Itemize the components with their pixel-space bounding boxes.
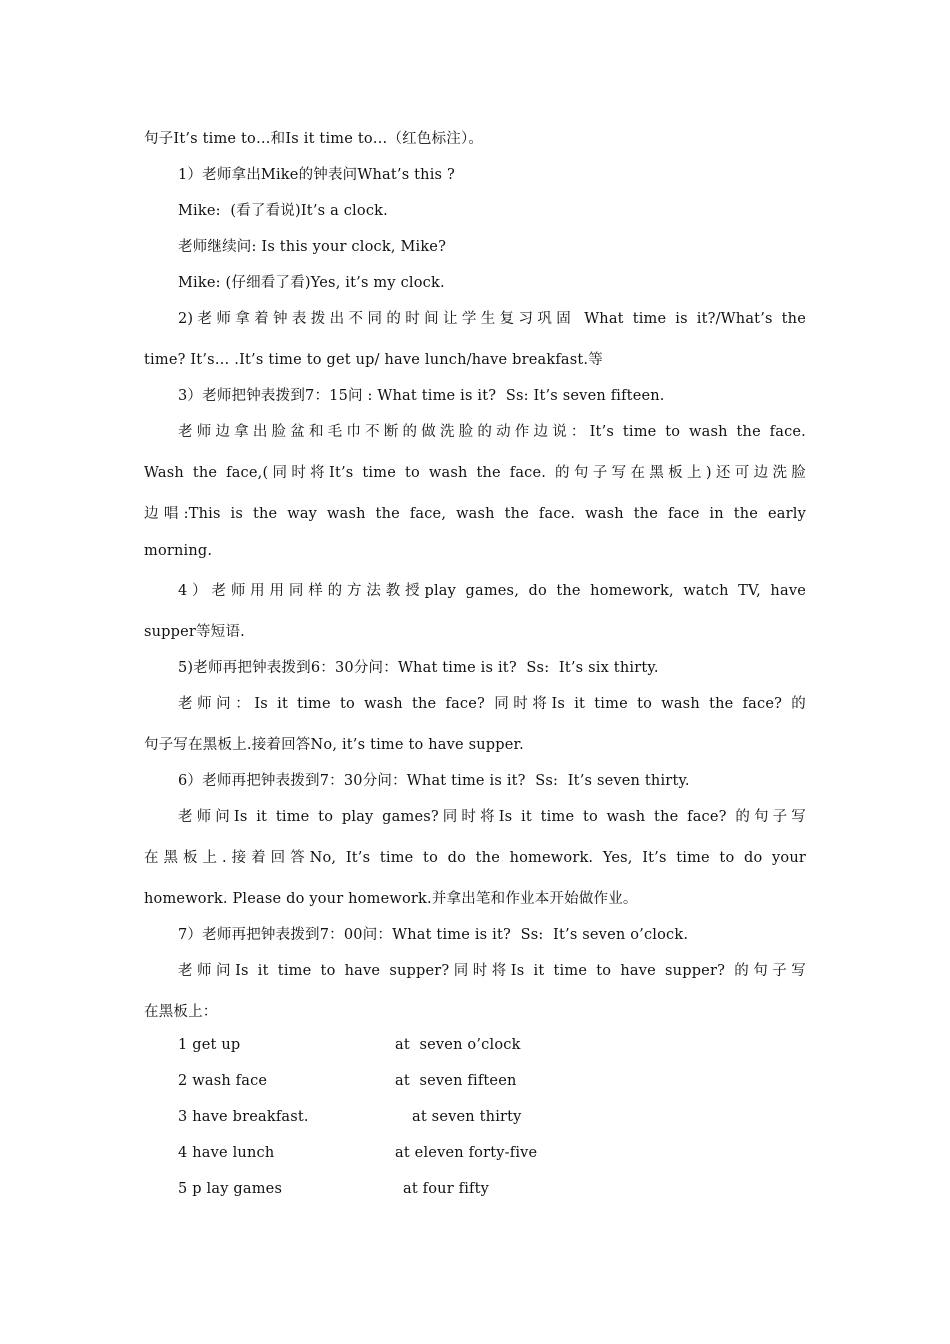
schedule-time: at seven thirty bbox=[412, 1109, 522, 1125]
schedule-activity: 3 have breakfast. bbox=[178, 1109, 309, 1125]
schedule-time: at seven fifteen bbox=[395, 1073, 517, 1089]
text-line: 句子写在黑板上.接着回答No, it’s time to have supper. bbox=[144, 737, 524, 753]
text-line: 老师继续问: Is this your clock, Mike? bbox=[178, 239, 447, 255]
text-line: morning. bbox=[144, 543, 213, 559]
text-line: 5)老师再把钟表拨到6：30分问：What time is it? Ss: It’s six thirty. bbox=[178, 660, 659, 676]
text-line: 老师边拿出脸盆和毛巾不断的做洗脸的动作边说：It’s time to wash the face. bbox=[178, 424, 806, 440]
schedule-activity: 2 wash face bbox=[178, 1073, 268, 1089]
text-line: 在黑板上.接着回答No, It’s time to do the homework. Yes, It’s time to do your bbox=[144, 850, 806, 866]
text-line: supper等短语. bbox=[144, 624, 245, 640]
text-line: 3）老师把钟表拨到7：15问 : What time is it? Ss: It’s seven fifteen. bbox=[178, 388, 665, 404]
text-line: 1）老师拿出Mike的钟表问What’s this ? bbox=[178, 167, 455, 183]
text-line: 老师问Is it time to play games?同时将Is it time to wash the face? 的句子写 bbox=[178, 809, 806, 825]
text-line: 老师问Is it time to have supper?同时将Is it time to have supper? 的句子写 bbox=[178, 963, 806, 979]
text-line: 边唱:This is the way wash the face, wash the face. wash the face in the early bbox=[144, 506, 806, 522]
text-line: 2)老师拿着钟表拨出不同的时间让学生复习巩固 What time is it?/What’s the bbox=[178, 311, 806, 327]
schedule-time: at four fifty bbox=[403, 1181, 490, 1197]
text-line: time? It’s… .It’s time to get up/ have lunch/have breakfast.等 bbox=[144, 352, 603, 368]
text-line: 在黑板上： bbox=[144, 1004, 218, 1020]
text-line: Mike: (看了看说)It’s a clock. bbox=[178, 203, 388, 219]
text-line: homework. Please do your homework.并拿出笔和作业本开始做作业。 bbox=[144, 891, 638, 907]
text-line: 4）老师用用同样的方法教授play games, do the homework, watch TV, have bbox=[178, 583, 806, 599]
text-line: 7）老师再把钟表拨到7：00问：What time is it? Ss: It’s seven o’clock. bbox=[178, 927, 689, 943]
text-line: 6）老师再把钟表拨到7：30分问：What time is it? Ss: It’s seven thirty. bbox=[178, 773, 690, 789]
text-line: 句子It’s time to…和Is it time to…（红色标注）。 bbox=[144, 131, 484, 147]
text-line: 老师问：Is it time to wash the face? 同时将Is it time to wash the face? 的 bbox=[178, 696, 806, 712]
schedule-time: at seven o’clock bbox=[395, 1037, 521, 1053]
schedule-activity: 1 get up bbox=[178, 1037, 241, 1053]
schedule-activity: 4 have lunch bbox=[178, 1145, 275, 1161]
schedule-activity: 5 p lay games bbox=[178, 1181, 283, 1197]
text-line: Mike: (仔细看了看)Yes, it’s my clock. bbox=[178, 275, 445, 291]
text-line: Wash the face,(同时将It’s time to wash the face. 的句子写在黑板上)还可边洗脸 bbox=[144, 465, 806, 481]
schedule-time: at eleven forty-five bbox=[395, 1145, 538, 1161]
